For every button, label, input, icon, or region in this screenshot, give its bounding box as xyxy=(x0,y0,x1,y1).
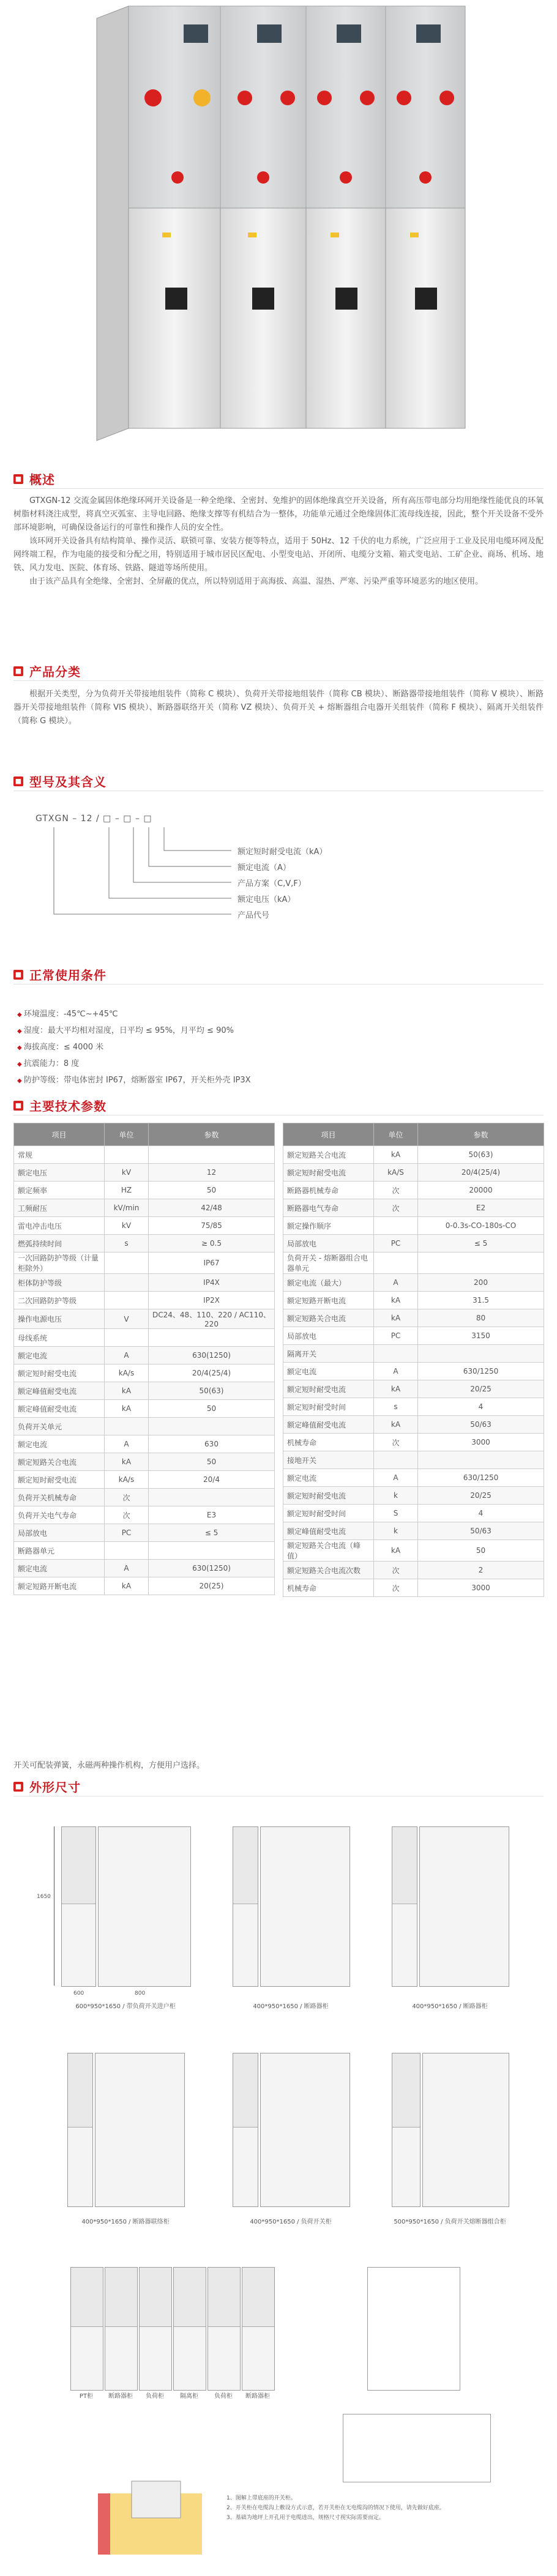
param-value: 20(25) xyxy=(149,1577,275,1595)
drawing-caption: 400*950*1650 / 负荷开关柜 xyxy=(250,2219,332,2225)
param-value xyxy=(149,1418,275,1435)
param-value xyxy=(149,1542,275,1560)
param-name: 负荷开关 - 熔断器组合电器单元 xyxy=(283,1253,374,1274)
param-value: 20000 xyxy=(418,1182,544,1199)
cabinet-front xyxy=(61,1826,96,1987)
param-name: 额定短路关合电流 xyxy=(283,1146,374,1164)
table-row xyxy=(14,1253,275,1274)
table-row xyxy=(14,1382,275,1400)
drawing-caption: 400*950*1650 / 断路器柜 xyxy=(253,2003,329,2010)
param-unit: k xyxy=(374,1487,418,1505)
dimension-text: 600 xyxy=(73,1990,84,1997)
overview-paragraph: GTXGN-12 交流金属固体绝缘环网开关设备是一种全绝缘、全密封、免维护的固体绝缘真空开关设备，所有高压带电部分均用绝缘性能优良的环氧树脂材料浇注成型，将真空灭弧室、主导电回路、绝缘支撑等有机结合为一整体，功能单元通过全绝缘固体汇流母线连接，因此，整个开关设备不受外部环境影响，可确保设备运行的可靠性和操作人员的安全性。 xyxy=(13,496,544,532)
table-row xyxy=(14,1164,275,1182)
param-value xyxy=(418,1253,544,1274)
param-name: 额定电流 xyxy=(283,1469,374,1487)
table-row xyxy=(283,1579,544,1597)
param-name: 额定短时耐受时间 xyxy=(283,1398,374,1416)
param-value: E3 xyxy=(149,1506,275,1524)
param-value: 200 xyxy=(418,1274,544,1292)
param-name: 负荷开关机械寿命 xyxy=(14,1489,105,1506)
section-specs xyxy=(13,1096,107,1114)
param-value: E2 xyxy=(418,1199,544,1217)
param-name: 断路器电气寿命 xyxy=(283,1199,374,1217)
param-value: ≤ 5 xyxy=(149,1524,275,1542)
model-label: 额定电流（A） xyxy=(237,863,291,873)
param-unit: kA/s xyxy=(105,1364,149,1382)
section-marker-icon: ■ xyxy=(13,970,23,980)
cabinet-front xyxy=(67,2053,93,2207)
param-unit: s xyxy=(105,1235,149,1253)
cabinet-front xyxy=(233,2053,258,2207)
param-value: IP67 xyxy=(149,1253,275,1274)
param-name: 额定电流 xyxy=(14,1435,105,1453)
table-row xyxy=(14,1435,275,1453)
param-value: 31.5 xyxy=(418,1292,544,1309)
param-unit: A xyxy=(374,1469,418,1487)
param-value: 42/48 xyxy=(149,1199,275,1217)
param-name: 额定短时耐受时间 xyxy=(283,1505,374,1522)
condition-item: ◆ 环境温度：-45℃~+45℃ xyxy=(17,1007,251,1023)
param-unit xyxy=(105,1274,149,1292)
param-value: 50(63) xyxy=(149,1382,275,1400)
param-unit: 次 xyxy=(374,1579,418,1597)
section-title-text: 产品分类 xyxy=(29,664,81,679)
table-row xyxy=(283,1416,544,1434)
param-name: 负荷开关电气寿命 xyxy=(14,1506,105,1524)
param-name: 局部放电 xyxy=(283,1235,374,1253)
param-name: 额定短时耐受电流 xyxy=(283,1164,374,1182)
drawing-caption: 400*950*1650 / 断路器柜 xyxy=(412,2003,488,2010)
table-row xyxy=(283,1164,544,1182)
param-name: 负荷开关单元 xyxy=(14,1418,105,1435)
param-value: 630/1250 xyxy=(418,1363,544,1380)
drawing-caption: 500*950*1650 / 负荷开关熔断器组合柜 xyxy=(394,2219,506,2225)
table-row xyxy=(283,1217,544,1235)
param-unit: kA xyxy=(374,1292,418,1309)
cabinet-section-view xyxy=(367,2267,460,2391)
table-row xyxy=(14,1217,275,1235)
dimension-text: 1650 xyxy=(37,1894,51,1900)
lineup-label: 负荷柜 xyxy=(146,2393,164,2400)
param-name: 燃弧持续时间 xyxy=(14,1235,105,1253)
param-unit: kA/S xyxy=(374,1164,418,1182)
dimension-text: 800 xyxy=(135,1990,146,1997)
table-row xyxy=(14,1309,275,1329)
param-value: 50 xyxy=(418,1540,544,1562)
param-value: 50 xyxy=(149,1400,275,1418)
param-value: 20/4(25/4) xyxy=(418,1164,544,1182)
param-name: 额定峰值耐受电流 xyxy=(283,1522,374,1540)
param-unit xyxy=(105,1292,149,1309)
param-name: 接地开关 xyxy=(283,1451,374,1469)
param-name: 额定短时耐受电流 xyxy=(283,1380,374,1398)
footnotes xyxy=(226,2493,471,2523)
table-row xyxy=(14,1471,275,1489)
drawing-caption: 600*950*1650 / 带负荷开关进户柜 xyxy=(75,2003,176,2010)
table-row xyxy=(14,1329,275,1347)
param-unit: A xyxy=(105,1347,149,1364)
cabinet-front xyxy=(392,1826,417,1987)
cabinet-drawing xyxy=(260,2053,350,2207)
table-row xyxy=(14,1506,275,1524)
table-row xyxy=(283,1487,544,1505)
condition-item: ◆ 海拔高度：≤ 4000 米 xyxy=(17,1040,251,1056)
spec-table-left xyxy=(13,1123,275,1595)
param-value: 12 xyxy=(149,1164,275,1182)
param-unit: kV xyxy=(105,1217,149,1235)
param-name: 柜体防护等级 xyxy=(14,1274,105,1292)
param-value: ≥ 0.5 xyxy=(149,1235,275,1253)
table-row xyxy=(14,1182,275,1199)
param-unit: 次 xyxy=(374,1562,418,1579)
table-row xyxy=(14,1235,275,1253)
lineup-cabinet xyxy=(207,2267,241,2391)
param-value: 3000 xyxy=(418,1579,544,1597)
param-value: 630/1250 xyxy=(418,1469,544,1487)
param-value: 50 xyxy=(149,1182,275,1199)
param-unit xyxy=(105,1418,149,1435)
table-row xyxy=(14,1199,275,1217)
table-row xyxy=(14,1292,275,1309)
lineup-label: 断路器柜 xyxy=(108,2393,133,2400)
section-title-text: 正常使用条件 xyxy=(29,968,107,983)
param-value xyxy=(149,1329,275,1347)
param-name: 额定短时耐受电流 xyxy=(14,1471,105,1489)
param-value: 20/25 xyxy=(418,1487,544,1505)
table-row xyxy=(14,1400,275,1418)
overview-paragraph: 该环网开关设备具有结构简单、操作灵活、联锁可靠、安装方便等特点，适用于 50Hz、12 千伏的电力系统，广泛应用于工业及民用电缆环网及配网终端工程，作为电能的接受和分配之用，特别适用于城市居民区配电、小型变电站、开闭所、电缆分支箱、箱式变电站、工矿企业、商场、机场、地铁、风力发电、医院、体育场、铁路、隧道等场所使用。 xyxy=(13,537,544,573)
param-name: 常规 xyxy=(14,1146,105,1164)
param-name: 额定电流 xyxy=(14,1347,105,1364)
lineup-cabinet xyxy=(105,2267,138,2391)
param-unit: kA xyxy=(374,1540,418,1562)
param-name: 局部放电 xyxy=(14,1524,105,1542)
param-unit: kV xyxy=(105,1164,149,1182)
cabinet-drawing xyxy=(422,2053,509,2207)
param-value: ≤ 5 xyxy=(418,1235,544,1253)
lineup-label: 断路器柜 xyxy=(245,2393,270,2400)
cabinet-front xyxy=(233,1826,258,1987)
lineup-cabinet xyxy=(139,2267,172,2391)
table-row xyxy=(283,1292,544,1309)
param-name: 额定短路关合电流 xyxy=(283,1309,374,1327)
param-name: 局部放电 xyxy=(283,1327,374,1345)
param-name: 额定短路开断电流 xyxy=(283,1292,374,1309)
param-unit: kA xyxy=(105,1382,149,1400)
table-row xyxy=(283,1235,544,1253)
param-unit xyxy=(105,1146,149,1164)
section-title-text: 外形尺寸 xyxy=(29,1780,81,1795)
section-category xyxy=(13,662,81,680)
param-unit xyxy=(374,1345,418,1363)
param-unit: kA xyxy=(105,1400,149,1418)
condition-item: ◆ 抗震能力：8 度 xyxy=(17,1056,251,1073)
param-unit: HZ xyxy=(105,1182,149,1199)
table-header: 单位 xyxy=(374,1123,418,1146)
table-row xyxy=(14,1524,275,1542)
divider xyxy=(13,984,544,985)
divider xyxy=(13,680,544,681)
section-model xyxy=(13,772,107,790)
param-unit: V xyxy=(105,1309,149,1329)
param-value: DC24、48、110、220 / AC110、220 xyxy=(149,1309,275,1329)
param-value: 20/4 xyxy=(149,1471,275,1489)
category-text xyxy=(13,688,544,728)
table-row xyxy=(283,1199,544,1217)
model-label: 产品方案（C,V,F） xyxy=(237,879,306,888)
param-value: 2 xyxy=(418,1562,544,1579)
param-name: 额定电流（最大） xyxy=(283,1274,374,1292)
model-label: 额定短时耐受电流（kA） xyxy=(237,847,327,857)
param-value: 630(1250) xyxy=(149,1347,275,1364)
param-value: 0-0.3s-CO-180s-CO xyxy=(418,1217,544,1235)
param-name: 额定短路关合电流（峰值） xyxy=(283,1540,374,1562)
param-value: IP4X xyxy=(149,1274,275,1292)
param-unit: A xyxy=(105,1435,149,1453)
param-name: 机械寿命 xyxy=(283,1434,374,1451)
param-name: 额定短时耐受电流 xyxy=(283,1487,374,1505)
param-unit: A xyxy=(374,1274,418,1292)
section-marker-icon: ■ xyxy=(13,1101,23,1111)
lineup-cabinet xyxy=(242,2267,275,2391)
product-image xyxy=(0,0,557,453)
footnote: 3、基础为地坪上开孔用于电缆进出，规格尺寸视实际需要而定。 xyxy=(226,2515,384,2521)
table-header: 单位 xyxy=(105,1123,149,1146)
switchgear-illustration xyxy=(0,0,557,453)
param-name: 一次回路防护等级（计量柜除外） xyxy=(14,1253,105,1274)
param-name: 额定电压 xyxy=(14,1164,105,1182)
param-unit xyxy=(105,1329,149,1347)
overview-text xyxy=(13,494,544,589)
table-row xyxy=(283,1345,544,1363)
param-name: 额定短时耐受电流 xyxy=(14,1364,105,1382)
table-note: 开关可配装弹簧，永磁两种操作机构，方便用户选择。 xyxy=(13,1761,205,1770)
param-value: 4 xyxy=(418,1505,544,1522)
foundation-plan xyxy=(343,2414,491,2482)
param-name: 母线系统 xyxy=(14,1329,105,1347)
param-value: 50/63 xyxy=(418,1522,544,1540)
table-row xyxy=(14,1560,275,1577)
param-unit: PC xyxy=(105,1524,149,1542)
divider xyxy=(13,488,544,489)
param-value: 3150 xyxy=(418,1327,544,1345)
footnote: 2、开关柜在电缆沟上敷设方式示意，若开关柜在无电缆沟的情况下使用，请先做好底座。 xyxy=(226,2505,445,2511)
table-row xyxy=(283,1540,544,1562)
table-row xyxy=(283,1522,544,1540)
section-title-text: 型号及其含义 xyxy=(29,775,107,789)
table-row xyxy=(283,1469,544,1487)
param-unit: kA xyxy=(374,1416,418,1434)
table-row xyxy=(283,1562,544,1579)
param-name: 机械寿命 xyxy=(283,1579,374,1597)
param-unit: kV/min xyxy=(105,1199,149,1217)
condition-item: ◆ 湿度：最大平均相对湿度，日平均 ≤ 95%，月平均 ≤ 90% xyxy=(17,1023,251,1040)
table-row xyxy=(283,1505,544,1522)
spec-table-right xyxy=(283,1123,544,1597)
table-row xyxy=(283,1309,544,1327)
param-unit: A xyxy=(374,1363,418,1380)
table-row xyxy=(14,1364,275,1382)
param-value: IP2X xyxy=(149,1292,275,1309)
param-unit: kA xyxy=(374,1309,418,1327)
lineup-cabinet xyxy=(173,2267,206,2391)
param-name: 额定短路开断电流 xyxy=(14,1577,105,1595)
param-unit: PC xyxy=(374,1235,418,1253)
param-unit: s xyxy=(374,1398,418,1416)
param-unit: 次 xyxy=(374,1182,418,1199)
table-row xyxy=(14,1418,275,1435)
cabinet-lineup xyxy=(70,2267,278,2402)
param-value: 3000 xyxy=(418,1434,544,1451)
cable-trench-drawing xyxy=(98,2475,220,2561)
param-value: 630 xyxy=(149,1435,275,1453)
param-unit xyxy=(374,1217,418,1235)
table-row xyxy=(283,1363,544,1380)
param-name: 额定操作顺序 xyxy=(283,1217,374,1235)
section-marker-icon: ■ xyxy=(13,666,23,676)
param-unit: 次 xyxy=(374,1199,418,1217)
param-name: 额定峰值耐受电流 xyxy=(14,1400,105,1418)
cabinet-drawing xyxy=(260,1826,350,1987)
param-unit: A xyxy=(105,1560,149,1577)
table-header: 参数 xyxy=(149,1123,275,1146)
param-value: 4 xyxy=(418,1398,544,1416)
param-unit: S xyxy=(374,1505,418,1522)
cabinet-drawing xyxy=(419,1826,509,1987)
lineup-label: 负荷柜 xyxy=(214,2393,233,2400)
param-unit: kA xyxy=(374,1146,418,1164)
table-row xyxy=(283,1327,544,1345)
lineup-label: 隔离柜 xyxy=(180,2393,198,2400)
param-value xyxy=(418,1345,544,1363)
param-name: 额定峰值耐受电流 xyxy=(283,1416,374,1434)
param-name: 额定频率 xyxy=(14,1182,105,1199)
dimension-drawings xyxy=(0,1796,557,2576)
table-row xyxy=(14,1453,275,1471)
section-conditions xyxy=(13,966,107,983)
param-name: 操作电源电压 xyxy=(14,1309,105,1329)
table-row xyxy=(283,1253,544,1274)
conditions-list xyxy=(17,1007,251,1089)
param-value: 50(63) xyxy=(418,1146,544,1164)
param-unit: kA/s xyxy=(105,1471,149,1489)
param-name: 额定电流 xyxy=(14,1560,105,1577)
param-unit: kA xyxy=(105,1453,149,1471)
lineup-cabinet xyxy=(70,2267,103,2391)
lineup-label: PT柜 xyxy=(79,2393,94,2400)
overview-paragraph: 由于该产品具有全绝缘、全密封、全屏蔽的优点，所以特别适用于高海拔、高温、湿热、严寒、污染严重等环境恶劣的地区使用。 xyxy=(29,577,484,586)
param-unit: k xyxy=(374,1522,418,1540)
section-title-text: 概述 xyxy=(29,472,55,487)
table-row xyxy=(283,1398,544,1416)
table-row xyxy=(14,1347,275,1364)
model-label: 额定电压（kA） xyxy=(237,895,296,904)
param-unit xyxy=(105,1542,149,1560)
param-value: 630(1250) xyxy=(149,1560,275,1577)
param-name: 工频耐压 xyxy=(14,1199,105,1217)
param-name: 额定短路关合电流 xyxy=(14,1453,105,1471)
param-unit xyxy=(105,1253,149,1274)
param-unit: 次 xyxy=(105,1506,149,1524)
param-unit: kA xyxy=(105,1577,149,1595)
param-name: 断路器单元 xyxy=(14,1542,105,1560)
table-row xyxy=(283,1182,544,1199)
table-row xyxy=(14,1489,275,1506)
footnote: 1、图解上带底座的开关柜。 xyxy=(226,2495,296,2501)
section-marker-icon: ■ xyxy=(13,474,23,484)
section-marker-icon: ■ xyxy=(13,1782,23,1792)
model-label: 产品代号 xyxy=(237,911,270,920)
param-name: 雷电冲击电压 xyxy=(14,1217,105,1235)
category-paragraph: 根据开关类型，分为负荷开关带接地组装件（简称 C 模块）、负荷开关带接地组装件（简称 CB 模块）、断路器带接地组装件（简称 V 模块）、断路器开关带接地组装件（简称 VIS 模块）、断路器联络开关（简称 VZ 模块）、负荷开关 + 熔断器组合电器开关组装件（简称 F 模块）、隔离开关组装件（简称 G 模块）。 xyxy=(13,690,544,726)
table-row xyxy=(283,1451,544,1469)
cabinet-drawing xyxy=(98,1826,191,1987)
param-value: 80 xyxy=(418,1309,544,1327)
param-value xyxy=(149,1146,275,1164)
param-name: 断路器机械寿命 xyxy=(283,1182,374,1199)
param-name: 二次回路防护等级 xyxy=(14,1292,105,1309)
section-dimensions xyxy=(13,1778,81,1795)
table-row xyxy=(14,1577,275,1595)
param-name: 额定峰值耐受电流 xyxy=(14,1382,105,1400)
cabinet-drawing xyxy=(95,2053,185,2207)
param-value xyxy=(149,1489,275,1506)
condition-item: ◆ 防护等级：带电体密封 IP67，熔断器室 IP67，开关柜外壳 IP3X xyxy=(17,1073,251,1089)
table-row xyxy=(283,1146,544,1164)
table-header: 参数 xyxy=(418,1123,544,1146)
param-unit: kA xyxy=(374,1380,418,1398)
table-row xyxy=(14,1274,275,1292)
param-value: 20/4(25/4) xyxy=(149,1364,275,1382)
table-row xyxy=(283,1380,544,1398)
table-row xyxy=(283,1434,544,1451)
section-overview xyxy=(13,470,55,488)
param-name: 额定电流 xyxy=(283,1363,374,1380)
param-unit: PC xyxy=(374,1327,418,1345)
param-name: 隔离开关 xyxy=(283,1345,374,1363)
model-code: GTXGN – 12 / □ – □ – □ xyxy=(36,814,152,824)
table-row xyxy=(14,1542,275,1560)
param-name: 额定短路关合电流次数 xyxy=(283,1562,374,1579)
param-value: 20/25 xyxy=(418,1380,544,1398)
param-value: 50/63 xyxy=(418,1416,544,1434)
drawing-caption: 400*950*1650 / 断路器联络柜 xyxy=(81,2219,170,2225)
param-value xyxy=(418,1451,544,1469)
param-unit xyxy=(374,1253,418,1274)
param-unit: 次 xyxy=(105,1489,149,1506)
param-unit: 次 xyxy=(374,1434,418,1451)
table-header: 项目 xyxy=(14,1123,105,1146)
section-title-text: 主要技术参数 xyxy=(29,1099,107,1114)
table-row xyxy=(283,1274,544,1292)
param-value: 75/85 xyxy=(149,1217,275,1235)
model-leader-lines xyxy=(36,814,403,961)
param-unit xyxy=(374,1451,418,1469)
param-value: 50 xyxy=(149,1453,275,1471)
table-row xyxy=(14,1146,275,1164)
cabinet-front xyxy=(392,2053,421,2207)
section-marker-icon: ■ xyxy=(13,776,23,786)
table-header: 项目 xyxy=(283,1123,374,1146)
model-diagram xyxy=(36,814,403,961)
